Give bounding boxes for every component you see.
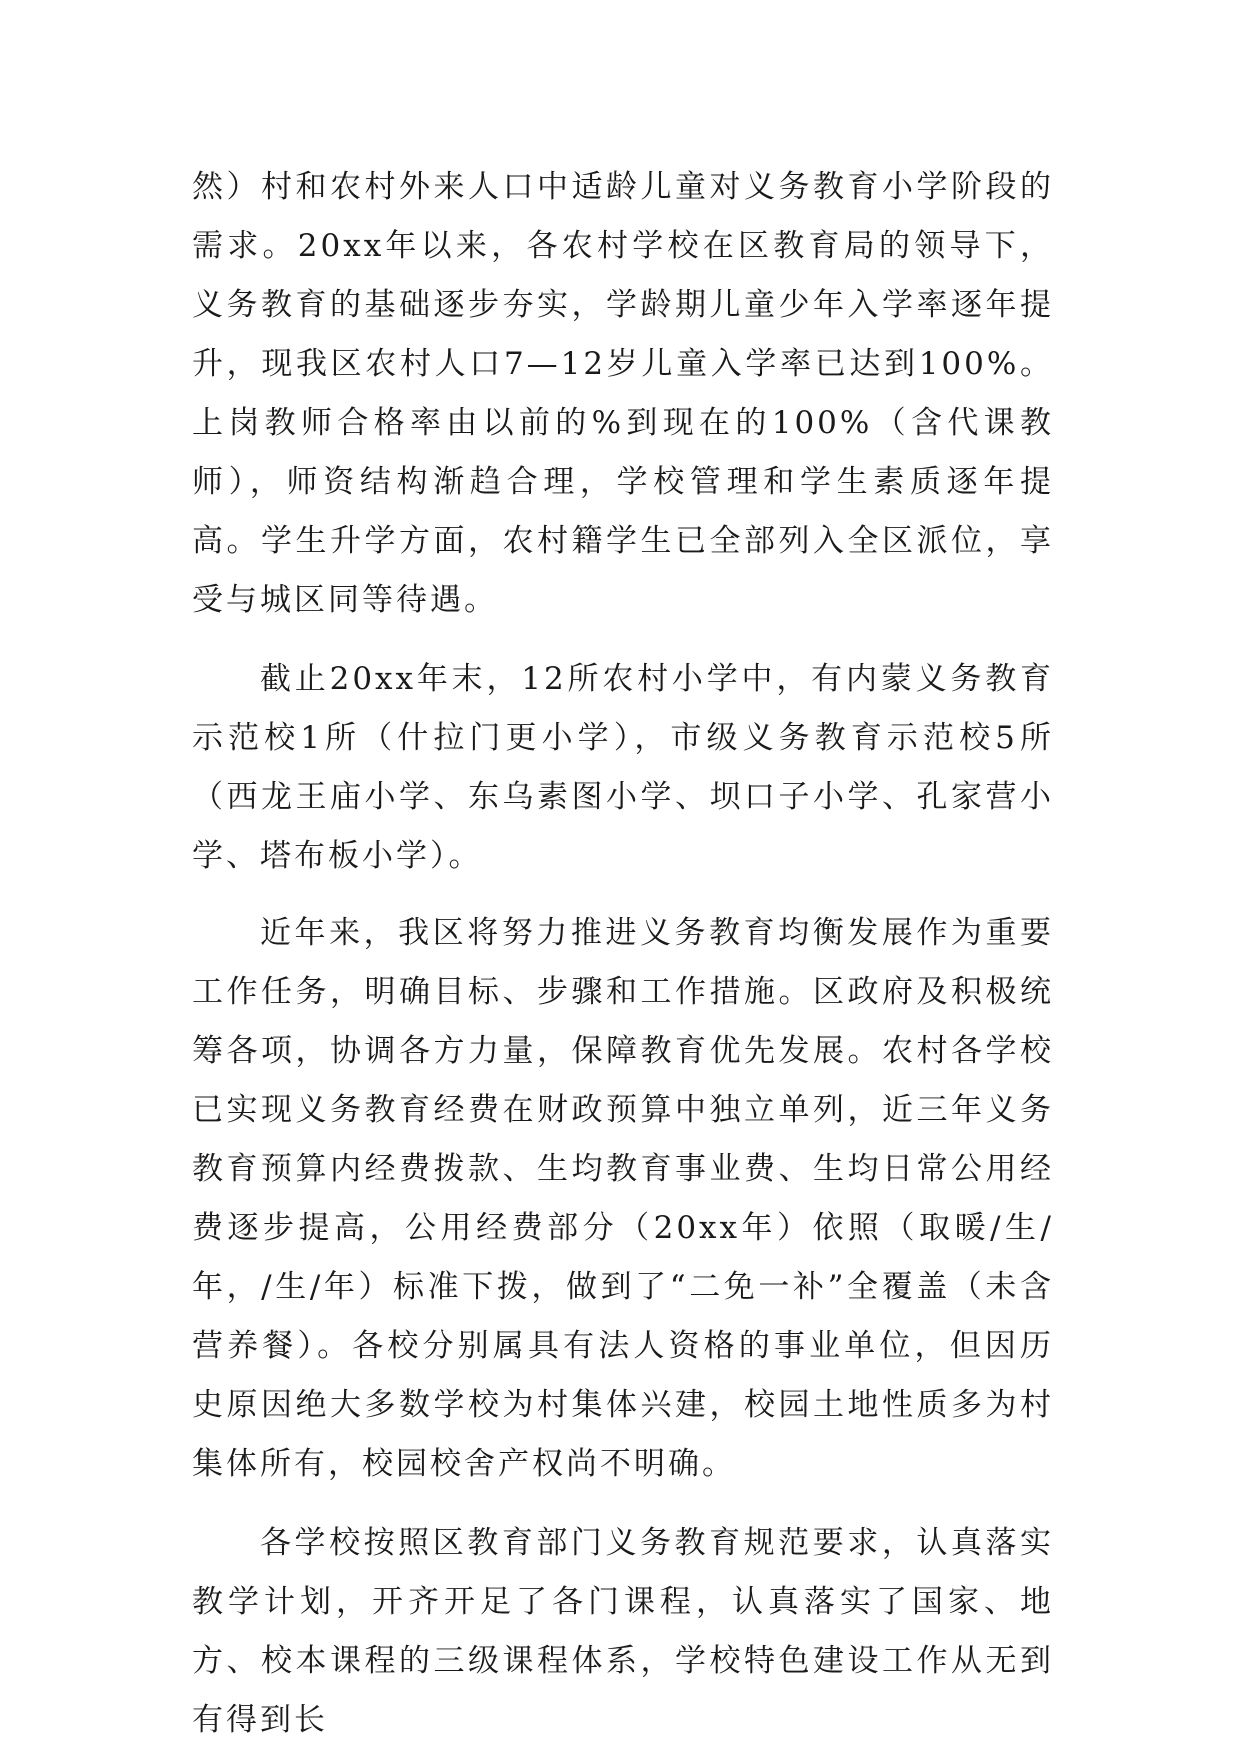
paragraph-balanced-development: 近年来，我区将努力推进义务教育均衡发展作为重要工作任务，明确目标、步骤和工作措施。区政府及积极统筹各项，协调各方力量，保障教育优先发展。农村各学校已实现义务教育经费在财政预算中独立单列，近三年义务教育预算内经费拨款、生均教育事业费、生均日常公用经费逐步提高，公用经费部分（20xx年）依照（取暖/生/年，/生/年）标准下拨，做到了“二免一补”全覆盖（未含营养餐）。各校分别属具有法人资格的事业单位，但因历史原因绝大多数学校为村集体兴建，校园土地性质多为村集体所有，校园校舍产权尚不明确。 [192, 915, 1054, 1482]
document-body [192, 158, 1054, 1750]
paragraph-curriculum: 各学校按照区教育部门义务教育规范要求，认真落实教学计划，开齐开足了各门课程，认真落实了国家、地方、校本课程的三级课程体系，学校特色建设工作从无到有得到长 [192, 1525, 1054, 1738]
paragraph-continued: 然）村和农村外来人口中适龄儿童对义务教育小学阶段的需求。20xx年以来，各农村学校在区教育局的领导下，义务教育的基础逐步夯实，学龄期儿童少年入学率逐年提升，现我区农村人口7—12岁儿童入学率已达到100%。上岗教师合格率由以前的%到现在的100%（含代课教师），师资结构渐趋合理，学校管理和学生素质逐年提高。学生升学方面，农村籍学生已全部列入全区派位，享受与城区同等待遇。 [192, 169, 1054, 618]
paragraph-demonstration-schools: 截止20xx年末，12所农村小学中，有内蒙义务教育示范校1所（什拉门更小学），市级义务教育示范校5所（西龙王庙小学、东乌素图小学、坝口子小学、孔家营小学、塔布板小学）。 [192, 661, 1054, 874]
